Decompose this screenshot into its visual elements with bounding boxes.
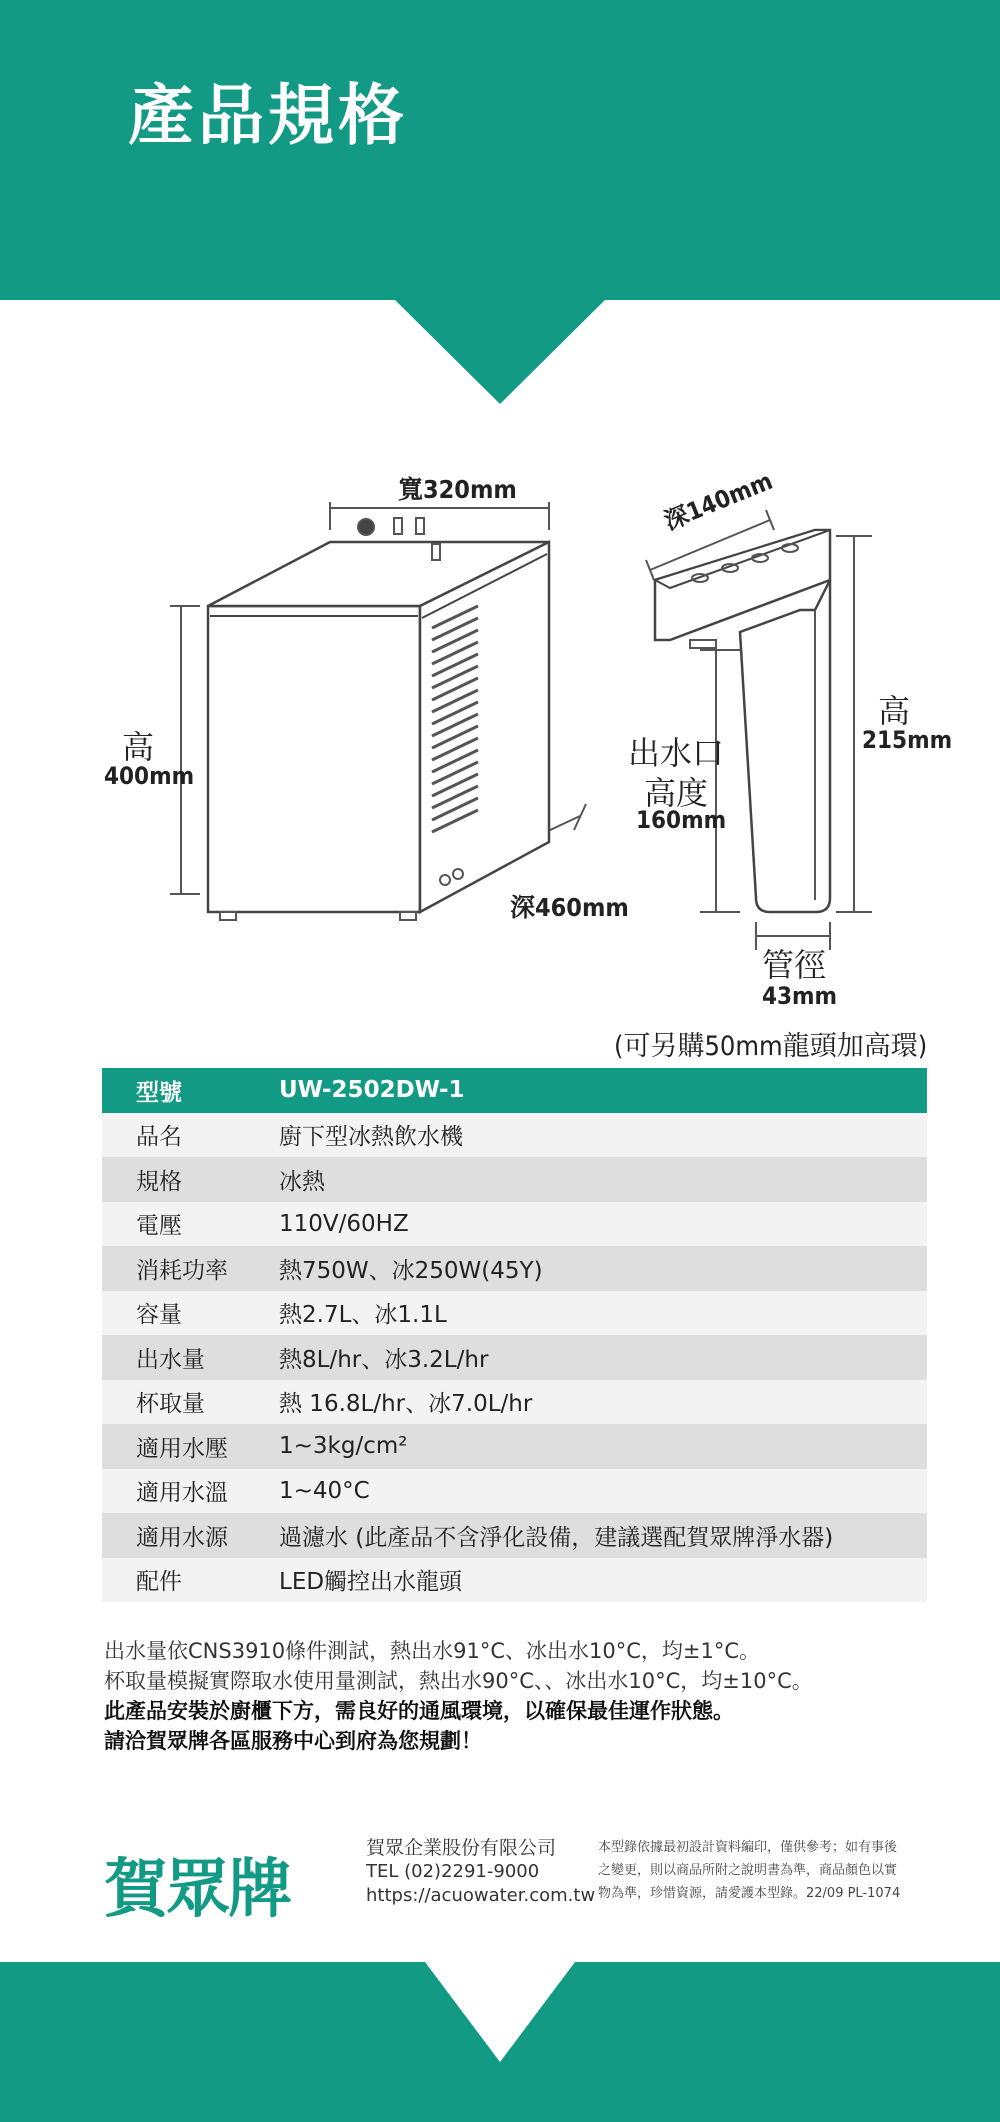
spec-notes (104, 1636, 944, 1756)
spec-row-model (102, 1068, 927, 1113)
company-info (366, 1836, 595, 1908)
spec-label: 杯取量 (136, 1391, 205, 1418)
dispenser-height-cn: 高 (122, 728, 155, 766)
table-row (102, 1424, 927, 1469)
spec-label: 品名 (136, 1124, 182, 1151)
faucet-height-num: 215mm (862, 726, 953, 754)
table-row (102, 1558, 927, 1603)
spec-label: 電壓 (136, 1213, 182, 1240)
extension-ring-note: (可另購50mm龍頭加高環) (614, 1031, 928, 1062)
spec-label: 容量 (136, 1302, 182, 1329)
dispenser-width-label: 寬320mm (398, 475, 517, 504)
spec-value: 1~3kg/cm² (279, 1433, 408, 1460)
footer-info (104, 1832, 944, 1927)
spec-value: 廚下型冰熱飲水機 (279, 1124, 463, 1151)
spec-table (102, 1068, 927, 1602)
table-row (102, 1380, 927, 1425)
faucet-height-cn: 高 (878, 692, 911, 730)
page-title: 產品規格 (128, 77, 408, 154)
brand-logo: 賀眾牌 (104, 1853, 290, 1927)
outlet-height-num: 160mm (636, 806, 727, 834)
pipe-diameter-cn: 管徑 (762, 946, 827, 984)
company-name: 賀眾企業股份有限公司 (366, 1837, 557, 1859)
product-dimension-diagrams (0, 460, 1000, 1060)
outlet-height-cn-2: 高度 (644, 774, 709, 812)
disclaimer-line-1: 本型錄依據最初設計資料編印，僅供參考；如有事後 (598, 1840, 898, 1855)
spec-value: UW-2502DW-1 (279, 1077, 465, 1104)
spec-value: 過濾水 (此產品不含淨化設備，建議選配賀眾牌淨水器) (279, 1524, 834, 1551)
spec-label: 適用水壓 (136, 1435, 228, 1462)
spec-label: 出水量 (136, 1346, 205, 1373)
table-row (102, 1291, 927, 1336)
table-row (102, 1246, 927, 1291)
spec-value: LED觸控出水龍頭 (279, 1569, 463, 1596)
spec-label: 消耗功率 (136, 1257, 228, 1284)
spec-value: 冰熱 (279, 1168, 325, 1195)
note-line-2: 杯取量模擬實際取水使用量測試，熱出水90°C、、冰出水10°C，均±10°C。 (104, 1669, 813, 1693)
note-line-1: 出水量依CNS3910條件測試，熱出水91°C、冰出水10°C，均±1°C。 (104, 1639, 761, 1663)
pipe-diameter-num: 43mm (762, 982, 838, 1010)
disclaimer (598, 1836, 948, 1905)
outlet-height-cn-1: 出水口 (628, 734, 725, 772)
table-row (102, 1157, 927, 1202)
table-row (102, 1469, 927, 1514)
spec-value: 1~40°C (279, 1477, 370, 1504)
faucet-depth-label: 深140mm (660, 466, 777, 536)
disclaimer-line-2: 之變更，則以商品所附之說明書為準，商品顏色以實 (598, 1863, 898, 1878)
disclaimer-line-3: 物為準，珍惜資源，請愛護本型錄。22/09 PL-1074 (598, 1886, 901, 1901)
table-row (102, 1335, 927, 1380)
spec-value: 熱 16.8L/hr、冰7.0L/hr (279, 1391, 533, 1418)
note-line-4: 請洽賀眾牌各區服務中心到府為您規劃！ (104, 1729, 482, 1753)
spec-value: 熱2.7L、冰1.1L (279, 1302, 447, 1329)
dispenser-depth-label: 深460mm (510, 893, 629, 922)
note-line-3: 此產品安裝於廚櫃下方，需良好的通風環境，以確保最佳運作狀態。 (104, 1699, 734, 1723)
bottom-notch (0, 1962, 1000, 2062)
spec-label: 適用水源 (136, 1524, 228, 1551)
spec-label: 規格 (136, 1168, 182, 1195)
dispenser-height-num: 400mm (104, 762, 195, 790)
spec-label: 型號 (136, 1079, 182, 1106)
table-row (102, 1202, 927, 1247)
company-url[interactable]: https://acuowater.com.tw (366, 1885, 596, 1906)
company-tel: TEL (02)2291-9000 (366, 1861, 540, 1882)
spec-label: 適用水溫 (136, 1480, 228, 1507)
table-row (102, 1513, 927, 1558)
spec-label: 配件 (136, 1569, 182, 1596)
spec-value: 熱750W、冰250W(45Y) (279, 1257, 543, 1284)
spec-value: 110V/60HZ (279, 1210, 409, 1237)
table-row (102, 1113, 927, 1158)
spec-value: 熱8L/hr、冰3.2L/hr (279, 1346, 489, 1373)
